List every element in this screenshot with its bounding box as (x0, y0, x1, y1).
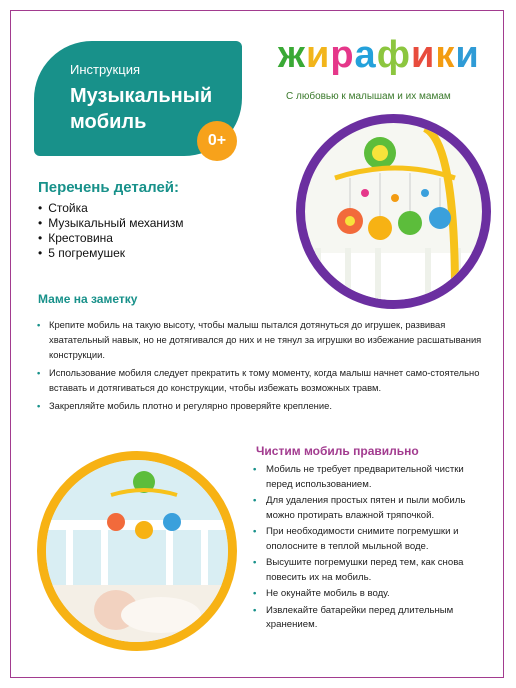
list-item: • Извлекайте батарейки перед длительным хранением. (253, 604, 493, 633)
list-item: • Стойка (38, 201, 183, 216)
logo-letter: а (354, 34, 377, 76)
list-item: • Крестовина (38, 231, 183, 246)
parts-heading: Перечень деталей: (38, 179, 179, 196)
list-item: • Для удаления простых пятен и пыли мобиль можно протирать влажной тряпочкой. (253, 494, 493, 523)
logo-letter: ф (376, 34, 411, 76)
list-item: • При необходимости снимите погремушки и ополосните в теплой мыльной воде. (253, 525, 493, 554)
logo-letter: к (435, 34, 456, 76)
cleaning-heading: Чистим мобиль правильно (256, 444, 419, 458)
logo-letter: и (410, 34, 436, 76)
list-item: • Использование мобиля следует прекратить к тому моменту, когда малыш начнет само-стоятельно вставать и дотягиваться до конструкции, чтобы избежать возможных травм. (37, 365, 489, 395)
logo-letter: и (455, 34, 480, 76)
parts-list (38, 201, 183, 261)
cleaning-list (253, 463, 493, 635)
hero-kicker: Инструкция (70, 62, 140, 77)
brand-logo (278, 35, 480, 117)
baby-crib-illustration (46, 460, 228, 642)
logo-letter: р (330, 34, 355, 76)
age-badge: 0+ (197, 121, 237, 161)
brand-tagline: С любовью к малышам и их мамам (286, 91, 451, 102)
baby-crib-photo (37, 451, 237, 651)
list-item: • Музыкальный механизм (38, 216, 183, 231)
logo-wordmark (278, 34, 480, 76)
notes-heading: Маме на заметку (38, 292, 138, 306)
list-item: • Высушите погремушки перед тем, как снова повесить их на мобиль. (253, 556, 493, 585)
logo-letter: ж (278, 34, 306, 76)
list-item: • Крепите мобиль на такую высоту, чтобы малыш пытался дотянуться до игрушек, развивая хватательный навык, но не дотягивался до них и не тянул за игрушки во избежание расшатывания конструкции. (37, 317, 489, 362)
instruction-page (10, 10, 504, 678)
mobile-toy-photo (296, 114, 491, 309)
list-item: • Не окунайте мобиль в воду. (253, 587, 493, 602)
list-item: • Закрепляйте мобиль плотно и регулярно проверяйте крепление. (37, 398, 489, 413)
notes-list (37, 317, 489, 416)
list-item: • 5 погремушек (38, 246, 183, 261)
page-title: Музыкальный мобиль (70, 85, 213, 133)
list-item: • Мобиль не требует предварительной чистки перед использованием. (253, 463, 493, 492)
mobile-toy-illustration (305, 123, 482, 300)
logo-letter: и (305, 34, 331, 76)
